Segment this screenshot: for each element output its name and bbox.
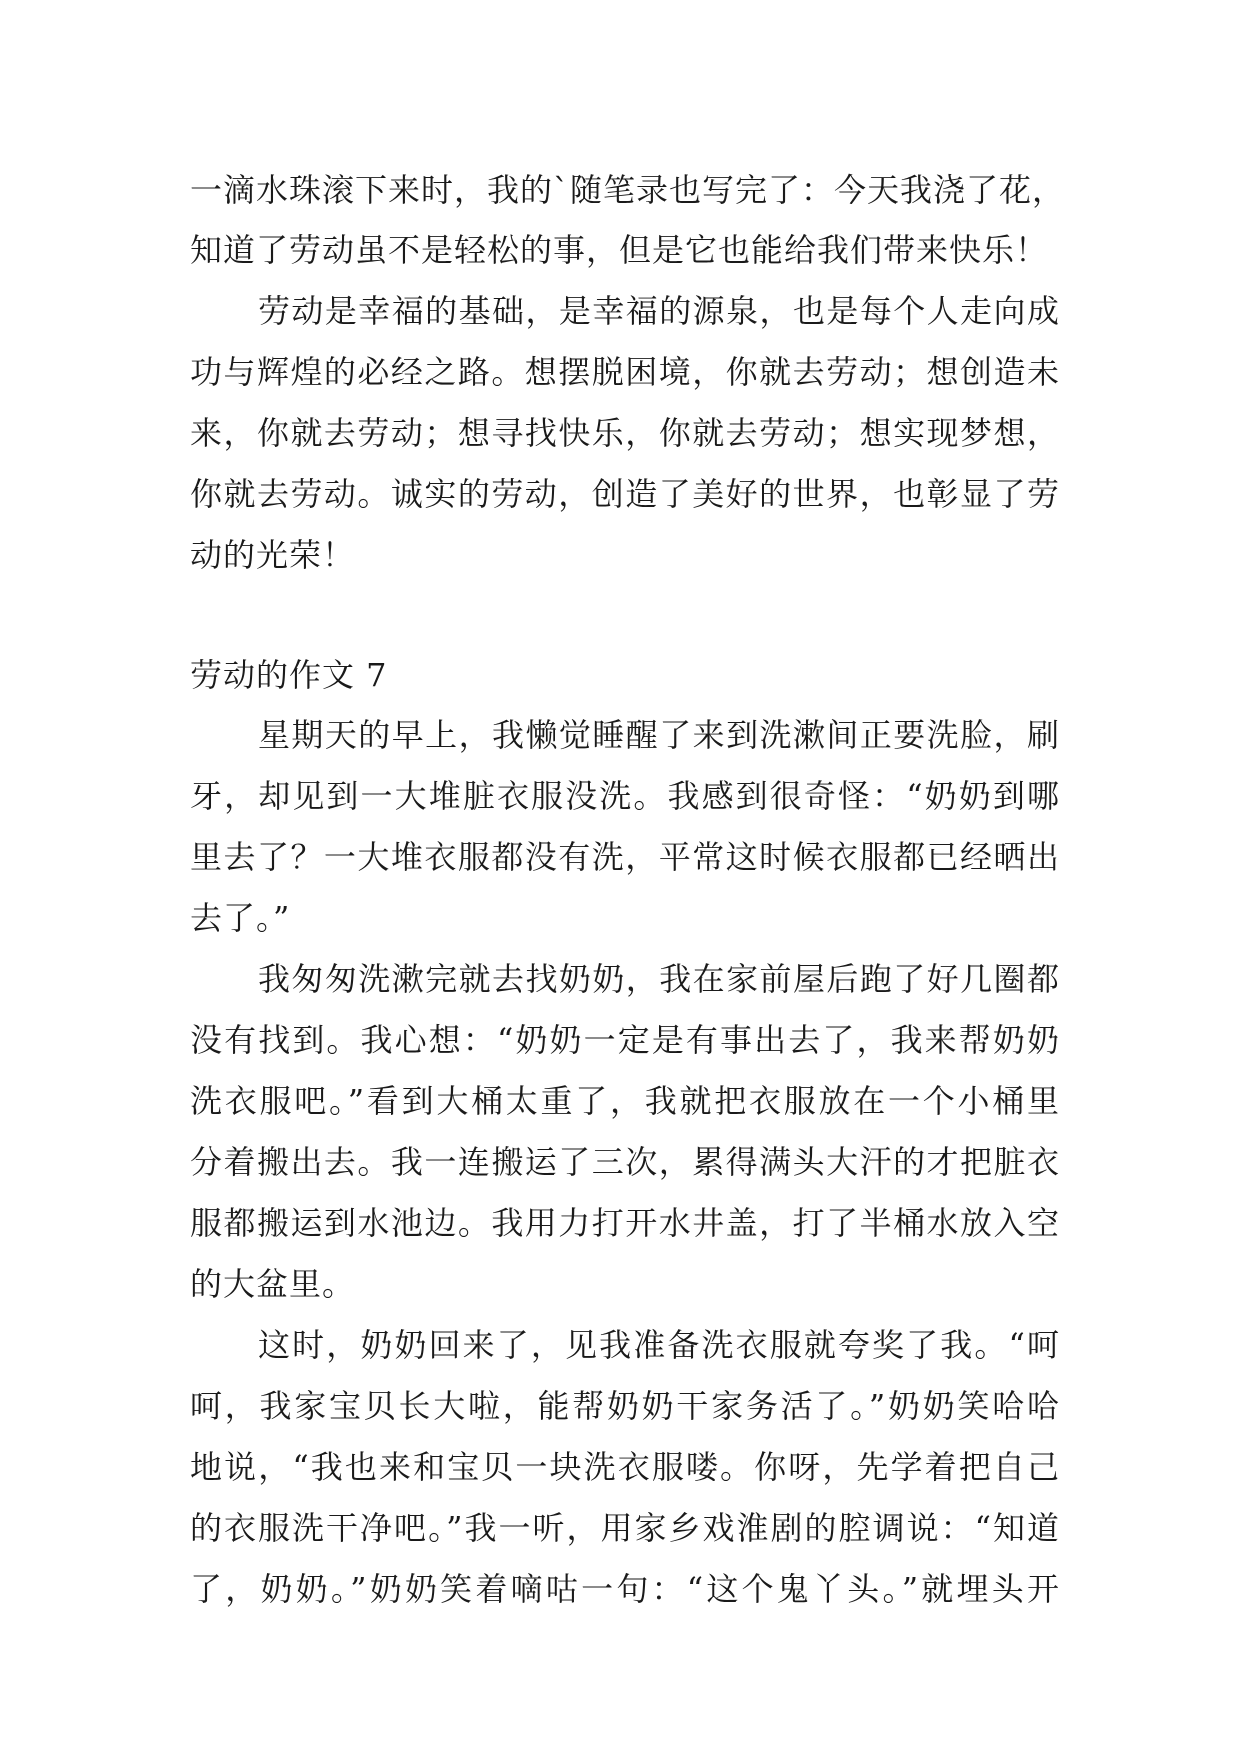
paragraph-5-line-2: 呵，我家宝贝长大啦，能帮奶奶干家务活了。”奶奶笑哈哈 xyxy=(190,1387,1060,1425)
paragraph-3-line-4: 去了。” xyxy=(190,899,291,937)
paragraph-3-line-1: 星期天的早上，我懒觉睡醒了来到洗漱间正要洗脸，刷 xyxy=(258,716,1060,754)
paragraph-5-line-5: 了，奶奶。”奶奶笑着嘀咕一句：“这个鬼丫头。”就埋头开 xyxy=(190,1570,1060,1608)
paragraph-4-line-2: 没有找到。我心想：“奶奶一定是有事出去了，我来帮奶奶 xyxy=(190,1021,1060,1059)
paragraph-3-line-2: 牙，却见到一大堆脏衣服没洗。我感到很奇怪：“奶奶到哪 xyxy=(190,777,1060,815)
paragraph-1-line-1: 一滴水珠滚下来时，我的`随笔录也写完了：今天我浇了花， xyxy=(190,171,1066,209)
paragraph-2-line-5: 动的光荣！ xyxy=(190,536,356,574)
paragraph-2-line-4: 你就去劳动。诚实的劳动，创造了美好的世界，也彰显了劳 xyxy=(190,475,1060,513)
paragraph-4-line-1: 我匆匆洗漱完就去找奶奶，我在家前屋后跑了好几圈都 xyxy=(258,960,1060,998)
paragraph-2-line-3: 来，你就去劳动；想寻找快乐，你就去劳动；想实现梦想， xyxy=(190,414,1060,452)
paragraph-4-line-6: 的大盆里。 xyxy=(190,1265,356,1303)
paragraph-1-line-2: 知道了劳动虽不是轻松的事，但是它也能给我们带来快乐！ xyxy=(190,231,1049,269)
paragraph-5-line-3: 地说，“我也来和宝贝一块洗衣服喽。你呀，先学着把自己 xyxy=(190,1448,1060,1486)
paragraph-2-line-2: 功与辉煌的必经之路。想摆脱困境，你就去劳动；想创造未 xyxy=(190,353,1060,391)
paragraph-4-line-4: 分着搬出去。我一连搬运了三次，累得满头大汗的才把脏衣 xyxy=(190,1143,1060,1181)
paragraph-5-line-1: 这时，奶奶回来了，见我准备洗衣服就夸奖了我。“呵 xyxy=(258,1326,1060,1364)
section-heading: 劳动的作文 7 xyxy=(190,656,388,694)
paragraph-5-line-4: 的衣服洗干净吧。”我一听，用家乡戏淮剧的腔调说：“知道 xyxy=(190,1509,1060,1547)
paragraph-3-line-3: 里去了？一大堆衣服都没有洗，平常这时候衣服都已经晒出 xyxy=(190,838,1060,876)
paragraph-2-line-1: 劳动是幸福的基础，是幸福的源泉，也是每个人走向成 xyxy=(258,292,1060,330)
paragraph-4-line-3: 洗衣服吧。”看到大桶太重了，我就把衣服放在一个小桶里 xyxy=(190,1082,1060,1120)
paragraph-4-line-5: 服都搬运到水池边。我用力打开水井盖，打了半桶水放入空 xyxy=(190,1204,1060,1242)
